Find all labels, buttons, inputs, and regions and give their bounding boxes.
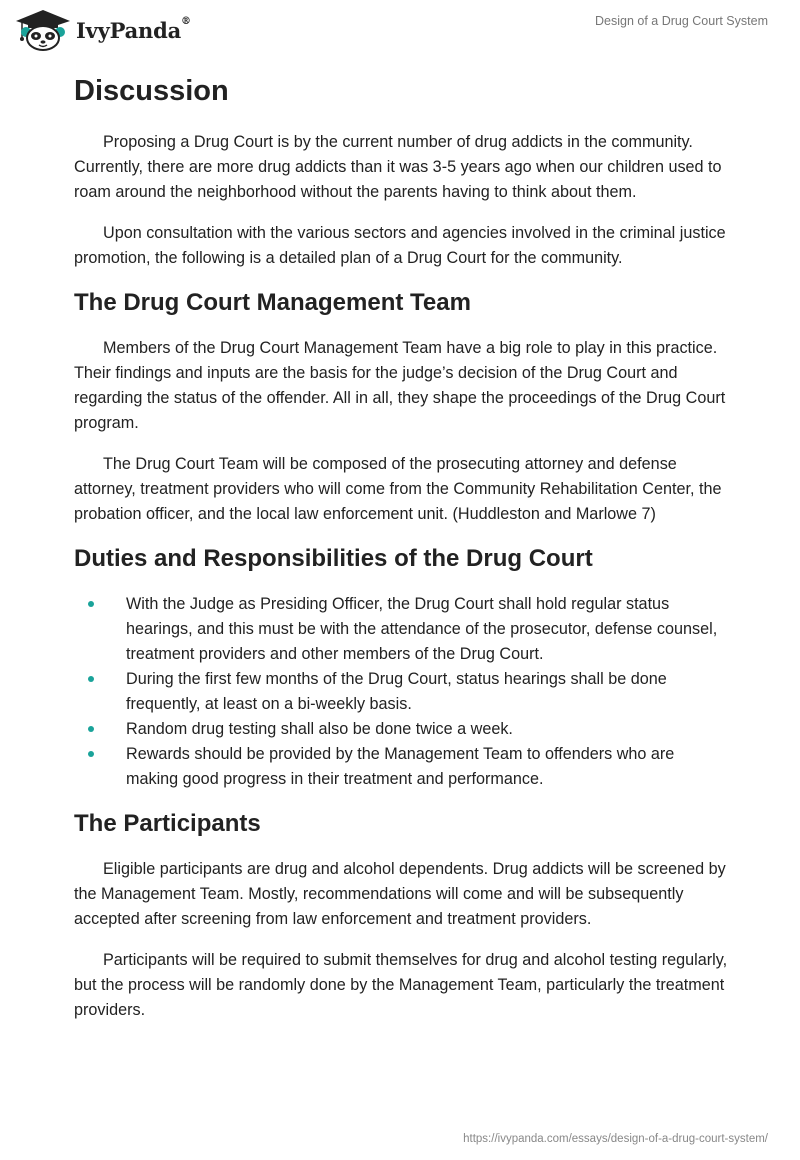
brand-logo[interactable] bbox=[14, 8, 191, 52]
bullet-icon bbox=[88, 726, 94, 732]
document-title: Design of a Drug Court System bbox=[595, 14, 768, 28]
paragraph: The Drug Court Team will be composed of the prosecuting attorney and defense attorney, treatment providers who will come from the Community Rehabilitation Center, the probation officer, and the local law enforcement unit. (Huddleston and Marlowe 7) bbox=[74, 455, 722, 523]
list-item-text: Rewards should be provided by the Management Team to offenders who are making good progress in their treatment and performance. bbox=[126, 745, 675, 788]
section-heading-duties: Duties and Responsibilities of the Drug Court bbox=[74, 545, 593, 572]
page-header bbox=[0, 0, 800, 60]
list-item bbox=[74, 742, 730, 792]
paragraph: Eligible participants are drug and alcohol dependents. Drug addicts will be screened by the Management Team. Mostly, recommendations will come and will be subsequently accepted after screening from law enforcement and treatment providers. bbox=[74, 860, 726, 928]
paragraph: Upon consultation with the various sectors and agencies involved in the criminal justice promotion, the following is a detailed plan of a Drug Court for the community. bbox=[74, 224, 726, 267]
list-item-text: Random drug testing shall also be done twice a week. bbox=[126, 720, 513, 738]
bullet-icon bbox=[88, 676, 94, 682]
bullet-icon bbox=[88, 751, 94, 757]
paragraph: Participants will be required to submit themselves for drug and alcohol testing regularly, but the process will be randomly done by the Management Team, particularly the treatment providers. bbox=[74, 951, 728, 1019]
panda-graduation-cap-icon bbox=[14, 8, 72, 52]
section-heading-management-team: The Drug Court Management Team bbox=[74, 289, 471, 316]
list-item-text: During the first few months of the Drug Court, status hearings shall be done frequently, at least on a bi-weekly basis. bbox=[126, 670, 667, 713]
duties-list bbox=[74, 592, 730, 792]
paragraph: Members of the Drug Court Management Team have a big role to play in this practice. Their findings and inputs are the basis for the judge’s decision of the Drug Court and regarding the status of the offender. All in all, they shape the proceedings of the Drug Court program. bbox=[74, 339, 726, 432]
section-heading-discussion: Discussion bbox=[74, 75, 229, 107]
section-heading-participants: The Participants bbox=[74, 810, 261, 837]
source-url[interactable]: https://ivypanda.com/essays/design-of-a-drug-court-system/ bbox=[463, 1133, 768, 1145]
essay-content bbox=[74, 72, 730, 1039]
paragraph: Proposing a Drug Court is by the current number of drug addicts in the community. Currently, there are more drug addicts than it was 3-5 years ago when our children used to roam around the neighborhood without the parents having to think about them. bbox=[74, 133, 722, 201]
list-item-text: With the Judge as Presiding Officer, the Drug Court shall hold regular status hearings, and this must be with the attendance of the prosecutor, defense counsel, treatment providers and other members of the Drug Court. bbox=[126, 595, 718, 663]
list-item bbox=[74, 592, 730, 667]
list-item bbox=[74, 717, 730, 742]
bullet-icon bbox=[88, 601, 94, 607]
list-item bbox=[74, 667, 730, 717]
brand-name: IvyPanda® bbox=[76, 15, 191, 43]
